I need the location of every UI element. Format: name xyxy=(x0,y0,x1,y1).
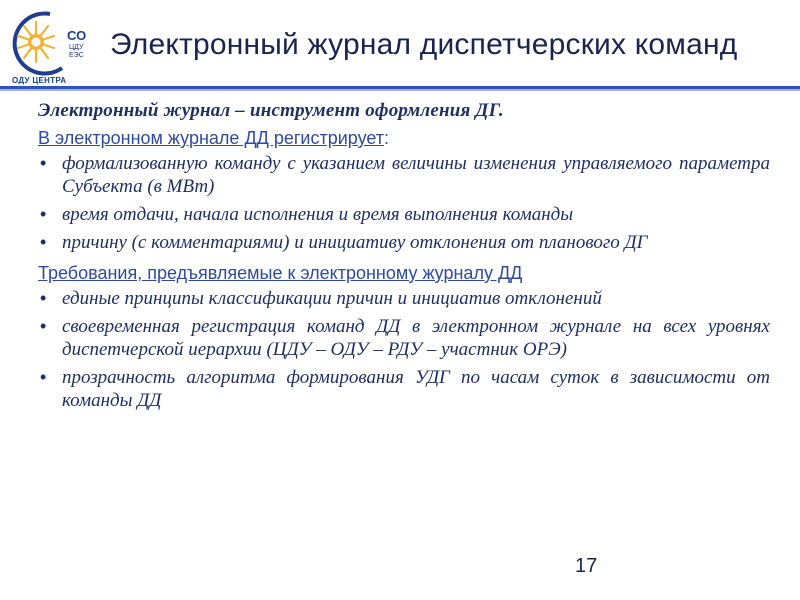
list-item xyxy=(38,231,770,254)
list-item-text: своевременная регистрация команд ДД в электронном журнале на всех уровнях диспетчерской иерархии (ЦДУ – ОДУ – РДУ – участник ОРЭ) xyxy=(62,316,770,360)
list-item xyxy=(38,152,770,198)
list-item-text: формализованную команду с указанием величины изменения управляемого параметра Субъекта (в МВт) xyxy=(62,153,770,197)
bullet-icon: • xyxy=(40,367,47,387)
requirements-list xyxy=(38,287,770,412)
section-requirements-link[interactable]: Требования, предъявляемые к электронному журналу ДД xyxy=(38,263,523,283)
title-divider xyxy=(0,86,800,92)
list-item-text: прозрачность алгоритма формирования УДГ по часам суток в зависимости от команды ДД xyxy=(62,367,770,411)
bullet-icon: • xyxy=(40,288,47,308)
slide-heading: Электронный журнал – инструмент оформления ДГ. xyxy=(38,100,504,121)
bullet-icon: • xyxy=(40,316,47,336)
list-item xyxy=(38,203,770,226)
registers-list xyxy=(38,152,770,254)
list-item xyxy=(38,366,770,412)
bullet-icon: • xyxy=(40,232,47,252)
list-item-text: время отдачи, начала исполнения и время выполнения команды xyxy=(62,204,574,225)
logo-small-line-1: ЦДУ xyxy=(69,44,84,51)
section-registers-colon: : xyxy=(384,128,390,148)
logo-text-bottom: ОДУ ЦЕНТРА xyxy=(12,76,67,85)
slide-title: Электронный журнал диспетчерских команд xyxy=(110,28,738,61)
bullet-icon: • xyxy=(40,153,47,173)
section-registers-link[interactable] xyxy=(38,124,770,152)
sun-emblem-icon xyxy=(4,6,102,86)
page-number: 17 xyxy=(575,555,598,577)
company-logo xyxy=(4,6,102,86)
list-item xyxy=(38,315,770,361)
list-item xyxy=(38,287,770,310)
logo-text-main: СО xyxy=(67,28,87,43)
list-item-text: единые принципы классификации причин и инициатив отклонений xyxy=(62,288,602,309)
slide-header xyxy=(0,0,800,90)
logo-text-small xyxy=(69,44,84,59)
list-item-text: причину (с комментариями) и инициативу отклонения от планового ДГ xyxy=(62,232,648,253)
logo-small-line-2: ЕЭС xyxy=(69,51,84,59)
slide-content xyxy=(38,97,770,417)
bullet-icon: • xyxy=(40,204,47,224)
section-registers-title: В электронном журнале ДД регистрирует xyxy=(38,128,385,148)
